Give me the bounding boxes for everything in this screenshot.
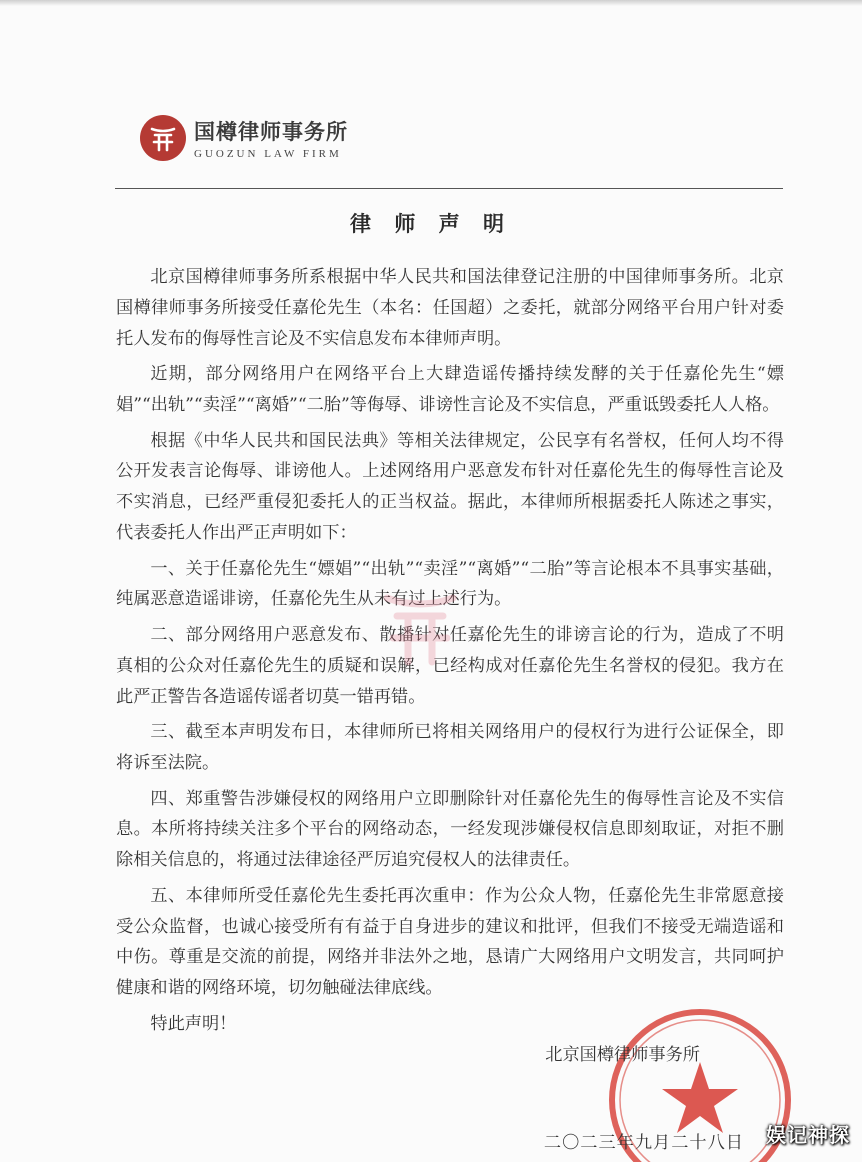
paragraph: 四、郑重警告涉嫌侵权的网络用户立即删除针对任嘉伦先生的侮辱性言论及不实信息。本所将持续关注多个平台的网络动态，一经发现涉嫌侵权信息即刻取证，对拒不删除相关信息的，将通过法律途径严厉追究侵权人的法律责任。 <box>116 788 784 871</box>
paragraph: 二、部分网络用户恶意发布、散播针对任嘉伦先生的诽谤言论的行为，造成了不明真相的公众对任嘉伦先生的质疑和误解，已经构成对任嘉伦先生名誉权的侵犯。我方在此严正警告各造谣传谣者切莫一错再错。 <box>116 624 784 707</box>
issue-date: 二〇二三年九月二十八日 <box>543 1133 744 1153</box>
paragraph: 五、本律师所受任嘉伦先生委托再次重申：作为公众人物，任嘉伦先生非常愿意接受公众监督，也诚心接受所有有益于自身进步的建议和批评，但我们不接受无端造谣和中伤。尊重是交流的前提，网络并非法外之地，恳请广大网络用户文明发言，共同呵护健康和谐的网络环境，切勿触碰法律底线。 <box>116 885 784 999</box>
paragraph: 根据《中华人民共和国民法典》等相关法律规定，公民享有名誉权，任何人均不得公开发表言论侮辱、诽谤他人。上述网络用户恶意发布针对任嘉伦先生的侮辱性言论及不实消息，已经严重侵犯委托人的正当权益。据此，本律师所根据委托人陈述之事实，代表委托人作出严正声明如下： <box>116 430 784 543</box>
law-firm-logo-icon <box>140 115 186 161</box>
firm-name-en: GUOZUN LAW FIRM <box>194 148 342 160</box>
firm-watermark-icon <box>375 580 465 670</box>
signer-name: 北京国樽律师事务所 <box>545 1045 700 1065</box>
paragraph: 一、关于任嘉伦先生“嫖娼”“出轨”“卖淫”“离婚”“二胎”等言论根本不具事实基础，纯属恶意造谣诽谤，任嘉伦先生从未有过上述行为。 <box>116 558 784 610</box>
header-divider <box>115 188 783 189</box>
document-title: 律 师 声 明 <box>350 211 512 236</box>
paragraph: 北京国樽律师事务所系根据中华人民共和国法律登记注册的中国律师事务所。北京国樽律师事务所接受任嘉伦先生（本名：任国超）之委托，就部分网络平台用户针对委托人发布的侮辱性言论及不实信息发布本律师声明。 <box>116 267 784 349</box>
source-watermark-tag: 娱记神探 <box>766 1123 850 1147</box>
paragraph: 近期，部分网络用户在网络平台上大肆造谣传播持续发酵的关于任嘉伦先生“嫖娼”“出轨”“卖淫”“离婚”“二胎”等侮辱、诽谤性言论及不实信息，严重诋毁委托人人格。 <box>116 364 784 415</box>
top-edge-shadow <box>0 0 862 6</box>
closing-statement: 特此声明！ <box>150 1013 237 1034</box>
firm-name-cn: 国樽律师事务所 <box>194 119 348 144</box>
paragraph: 三、截至本声明发布日，本律师所已将相关网络用户的侵权行为进行公证保全，即将诉至法院。 <box>116 722 784 773</box>
firm-header <box>140 112 348 164</box>
